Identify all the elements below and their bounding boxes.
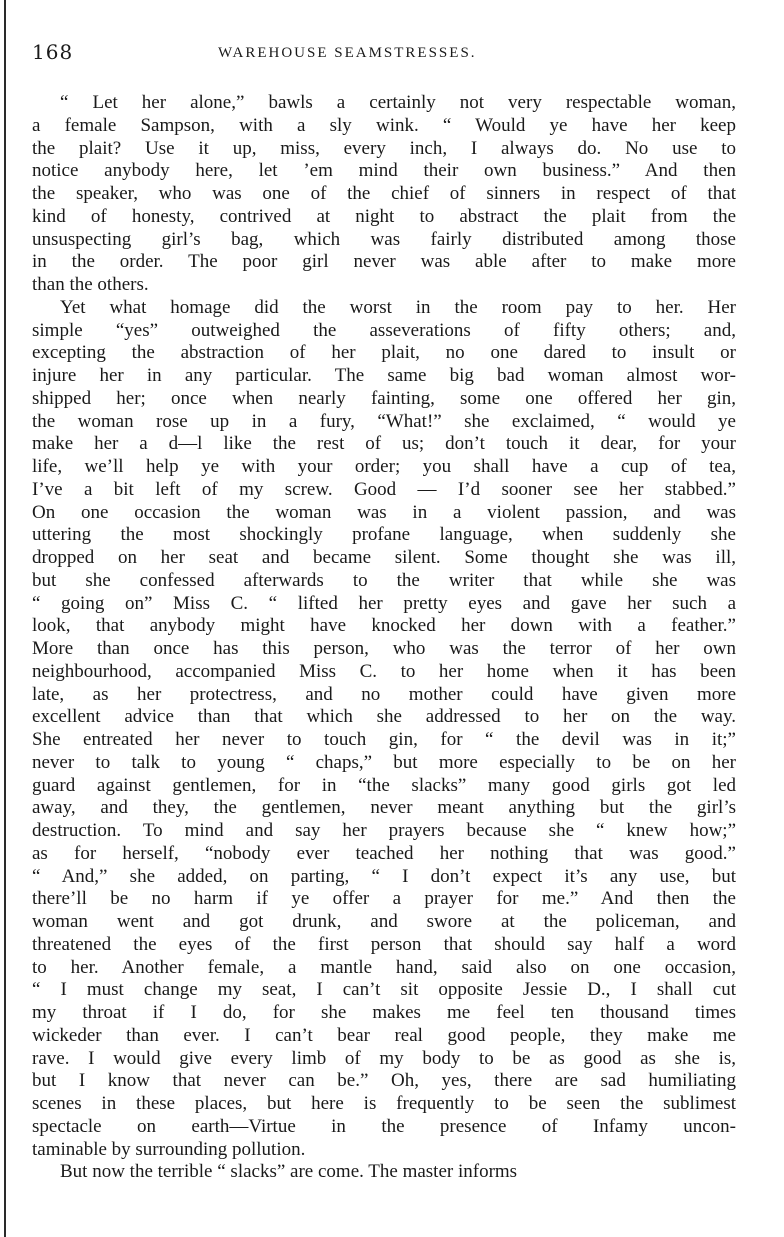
text-line: in the order. The poor girl never was able after to make more xyxy=(32,251,736,273)
text-line: but she confessed afterwards to the writer that while she was xyxy=(32,569,736,591)
text-line: make her a d—l like the rest of us; don’t touch it dear, for your xyxy=(32,433,736,455)
text-line: than the others. xyxy=(32,274,149,295)
text-line: More than once has this person, who was the terror of her own xyxy=(32,638,736,659)
running-head: WAREHOUSE SEAMSTRESSES. xyxy=(218,45,477,61)
page-header xyxy=(32,40,752,70)
text-line: scenes in these places, but here is frequently to be seen the sublimest xyxy=(32,1093,736,1114)
page-number: 168 xyxy=(32,40,74,64)
text-line: my throat if I do, for she makes me feel ten thousand times xyxy=(32,1002,736,1023)
text-line: a female Sampson, with a sly wink. “ Would ye have her keep xyxy=(32,114,736,136)
text-line: “ And,” she added, on parting, “ I don’t expect it’s any use, but xyxy=(32,865,736,887)
text-line: But now the terrible “ slacks” are come. The master informs xyxy=(60,1161,518,1183)
page-edge-rule xyxy=(4,0,6,1237)
text-line: injure her in any particular. The same big bad woman almost wor- xyxy=(32,365,736,386)
text-line: unsuspecting girl’s bag, which was fairly distributed among those xyxy=(32,228,736,250)
text-line: neighbourhood, accompanied Miss C. to her home when it has been xyxy=(32,660,736,682)
text-line: shipped her; once when nearly fainting, some one offered her gin, xyxy=(32,387,736,409)
text-line: excepting the abstraction of her plait, no one dared to insult or xyxy=(32,342,736,364)
text-line: notice anybody here, let ’em mind their own business.” And then xyxy=(32,160,736,182)
text-line: uttering the most shockingly profane language, when suddenly she xyxy=(32,524,736,546)
text-line: “ going on” Miss C. “ lifted her pretty eyes and gave her such a xyxy=(32,592,736,614)
text-line: simple “yes” outweighed the asseverations of fifty others; and, xyxy=(32,319,736,341)
text-line: excellent advice than that which she addressed to her on the way. xyxy=(32,706,736,728)
text-line: to her. Another female, a mantle hand, said also on one occasion, xyxy=(32,956,736,978)
text-line: spectacle on earth—Virtue in the presence of Infamy uncon- xyxy=(32,1115,736,1137)
text-line: dropped on her seat and became silent. Some thought she was ill, xyxy=(32,547,736,568)
text-line: the woman rose up in a fury, “What!” she exclaimed, “ would ye xyxy=(32,410,736,432)
text-line: Yet what homage did the worst in the room pay to her. Her xyxy=(60,296,736,318)
text-line: guard against gentlemen, for in “the slacks” many good girls got led xyxy=(32,774,736,796)
text-line: there’ll be no harm if ye offer a prayer for me.” And then the xyxy=(32,888,736,910)
text-line: life, we’ll help ye with your order; you shall have a cup of tea, xyxy=(32,456,736,477)
text-line: wickeder than ever. I can’t bear real good people, they make me xyxy=(32,1024,736,1046)
text-line: On one occasion the woman was in a violent passion, and was xyxy=(32,501,736,523)
text-line: away, and they, the gentlemen, never meant anything but the girl’s xyxy=(32,797,736,819)
text-line: never to talk to young “ chaps,” but more especially to be on her xyxy=(32,751,736,773)
text-line: look, that anybody might have knocked her down with a feather.” xyxy=(32,615,736,637)
text-line: taminable by surrounding pollution. xyxy=(32,1138,306,1160)
text-line: “ I must change my seat, I can’t sit opposite Jessie D., I shall cut xyxy=(32,979,736,1001)
text-line: threatened the eyes of the first person that should say half a word xyxy=(32,933,736,955)
text-line: kind of honesty, contrived at night to abstract the plait from the xyxy=(32,205,736,227)
text-line: destruction. To mind and say her prayers because she “ knew how;” xyxy=(32,820,736,841)
body-text xyxy=(32,92,736,1184)
text-line: late, as her protectress, and no mother could have given more xyxy=(32,683,736,705)
text-line: “ Let her alone,” bawls a certainly not very respectable woman, xyxy=(60,92,736,113)
text-line: as for herself, “nobody ever teached her nothing that was good.” xyxy=(32,842,736,864)
text-line: I’ve a bit left of my screw. Good — I’d sooner see her stabbed.” xyxy=(32,478,736,500)
text-line: the speaker, who was one of the chief of sinners in respect of that xyxy=(32,183,736,204)
text-line: rave. I would give every limb of my body to be as good as she is, xyxy=(32,1047,736,1069)
text-line: woman went and got drunk, and swore at the policeman, and xyxy=(32,911,736,932)
text-line: but I know that never can be.” Oh, yes, there are sad humiliating xyxy=(32,1070,736,1092)
text-line: the plait? Use it up, miss, every inch, I always do. No use to xyxy=(32,137,736,159)
text-line: She entreated her never to touch gin, for “ the devil was in it;” xyxy=(32,729,736,750)
